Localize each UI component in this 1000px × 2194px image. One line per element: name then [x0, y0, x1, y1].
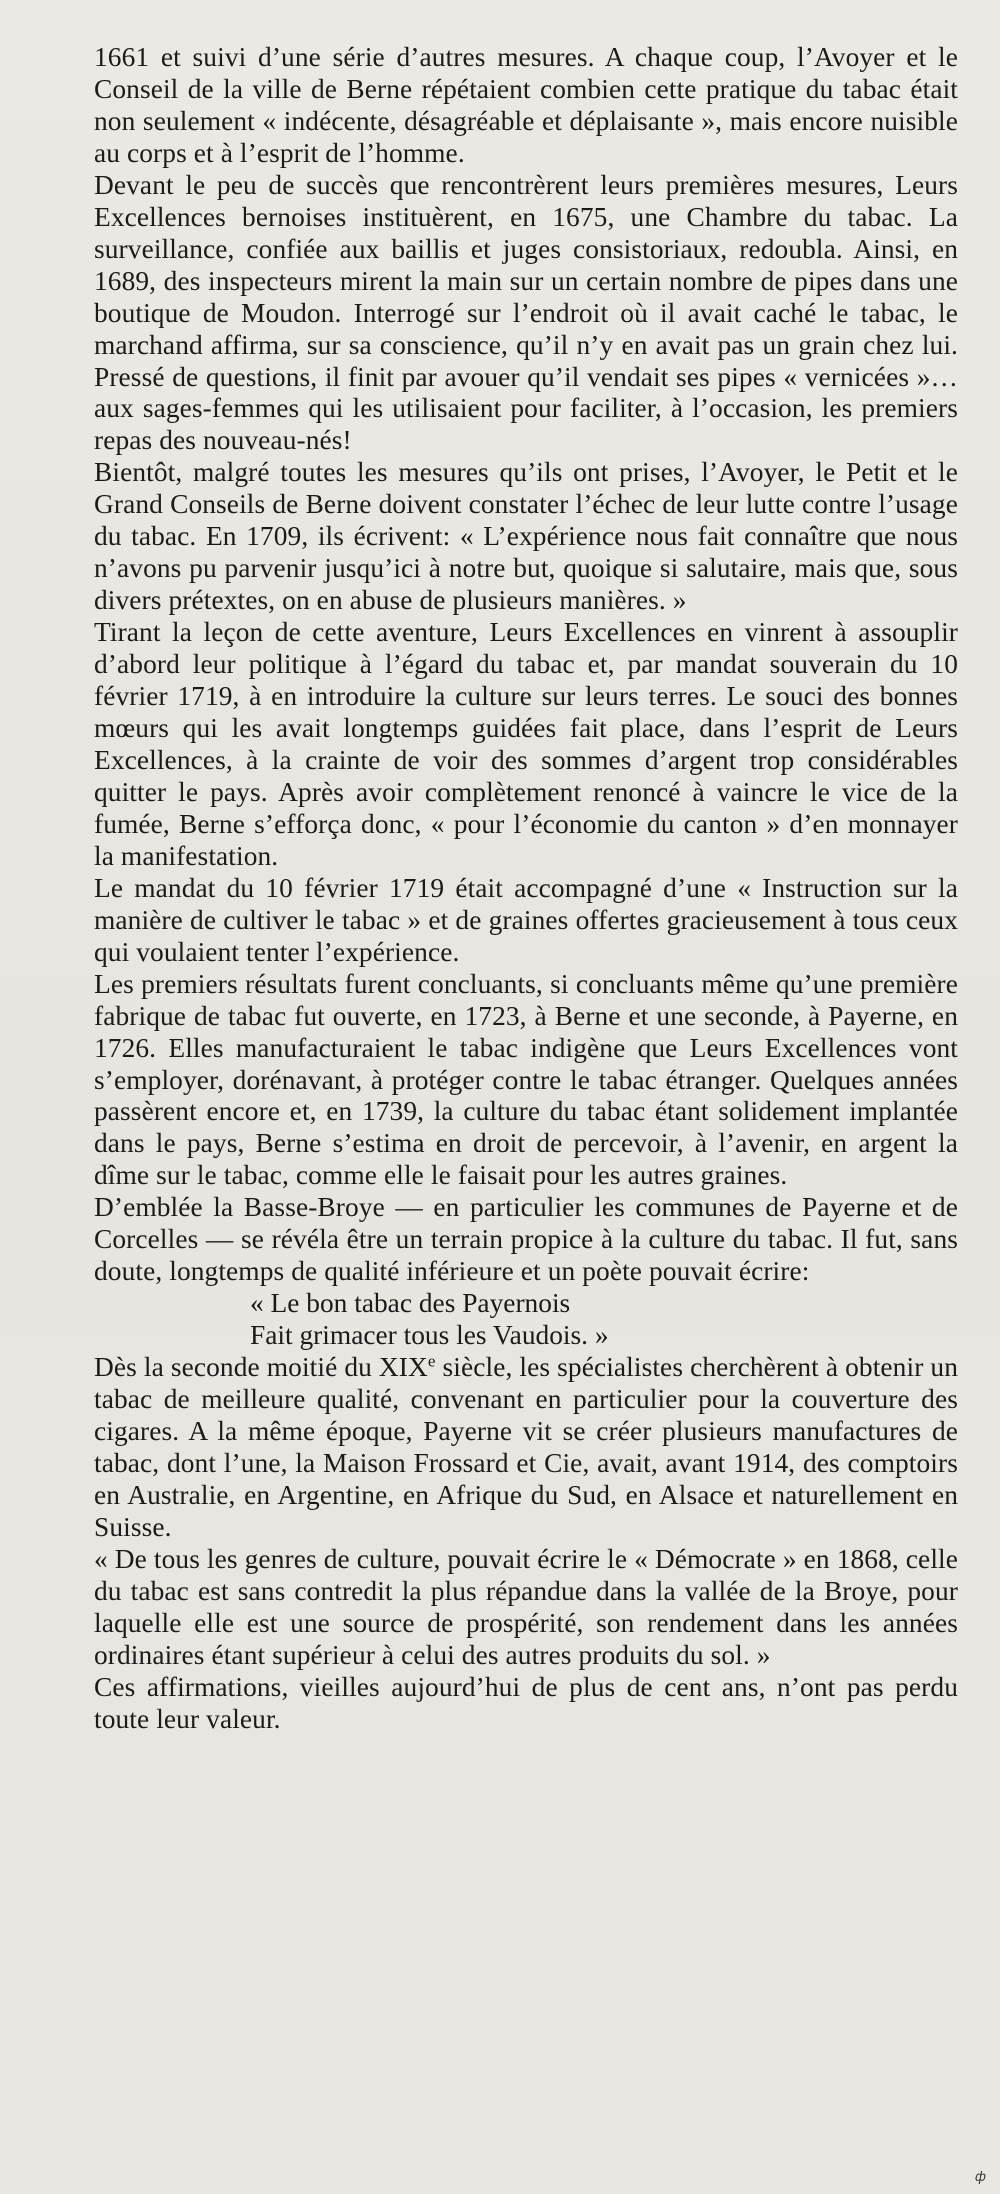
paragraph-instruction: Le mandat du 10 février 1719 était accompagné d’une « Instruction sur la manière de cultiver le tabac » et de graines offertes gracieusement à tous ceux qui voulaient tenter l’expérience. — [94, 872, 958, 967]
paragraph-echec-de-la-lutte: Bientôt, malgré toutes les mesures qu’ils ont prises, l’Avoyer, le Petit et le Grand Conseils de Berne doivent constater l’échec de leur lutte contre l’usage du tabac. En 1709, ils écrivent: « L’expérience nous fait connaître que nous n’avons pu parvenir jusqu’ici à notre but, quoique si salutaire, mais que, sous divers prétextes, on en abuse de plusieurs manières. » — [94, 457, 958, 616]
verse-line-2: Fait grimacer tous les Vaudois. » — [250, 1320, 609, 1351]
verse-quotation — [94, 1288, 958, 1352]
text-column — [94, 42, 958, 1736]
paragraph-democrate-quote: « De tous les genres de culture, pouvait écrire le « Démocrate » en 1868, celle du tabac est sans contredit la plus répandue dans la vallée de la Broye, pour laquelle elle est une source de prospérité, son rendement dans les années ordinaires étant supérieur à celui des autres produits du sol. » — [94, 1543, 958, 1670]
century-text-after: siècle, les spécialistes cherchèrent à obtenir un tabac de meilleure qualité, convenant en particulier pour la couverture des cigares. A la même époque, Payerne vit se créer plusieurs manufactures de tabac, dont l’une, la Maison Frossard et Cie, avait, avant 1914, des comptoirs en Australie, en Argentine, en Afrique du Sud, en Alsace et naturellement en Suisse. — [94, 1352, 958, 1542]
paragraph-mandat-1719: Tirant la leçon de cette aventure, Leurs Excellences en vinrent à assouplir d’abord leur politique à l’égard du tabac et, par mandat souverain du 10 février 1719, à en introduire la culture sur leurs terres. Le souci des bonnes mœurs qui les avait longtemps guidées fait place, dans l’esprit de Leurs Excellences, à la crainte de voir des sommes d’argent trop considérables quitter le pays. Après avoir complètement renoncé à vaincre le vice de la fumée, Berne s’efforça donc, « pour l’économie du canton » d’en monnayer la manifestation. — [94, 617, 958, 871]
paragraph-premiers-resultats: Les premiers résultats furent concluants, si concluants même qu’une première fabrique de tabac fut ouverte, en 1723, à Berne et une seconde, à Payerne, en 1726. Elles manufacturaient le tabac indigène que Leurs Excellences vont s’employer, dorénavant, à protéger contre le tabac étranger. Quelques années passèrent encore et, en 1739, la culture du tabac étant solidement implantée dans le pays, Berne s’estima en droit de percevoir, à l’avenir, en argent la dîme sur le tabac, comme elle le faisait pour les autres graines. — [94, 968, 958, 1191]
century-superscript: e — [427, 1351, 436, 1371]
century-numeral: XIX — [378, 1352, 428, 1383]
corner-mark: ф — [974, 2170, 986, 2185]
verse-line-1: « Le bon tabac des Payernois — [250, 1288, 571, 1319]
century-text-before: Dès la seconde moitié du — [94, 1352, 379, 1383]
paragraph-basse-broye: D’emblée la Basse-Broye — en particulier les communes de Payerne et de Corcelles — se révéla être un terrain propice à la culture du tabac. Il fut, sans doute, longtemps de qualité inférieure et un poète pouvait écrire: — [94, 1192, 958, 1287]
paragraph-berne-mesures: 1661 et suivi d’une série d’autres mesures. A chaque coup, l’Avoyer et le Conseil de la ville de Berne répétaient combien cette pratique du tabac était non seulement « indécente, désagréable et déplaisante », mais encore nuisible au corps et à l’esprit de l’homme. — [94, 42, 958, 168]
paragraph-xixe-siecle — [94, 1352, 958, 1544]
paragraph-chambre-du-tabac: Devant le peu de succès que rencontrèrent leurs premières mesures, Leurs Excellences bernoises instituèrent, en 1675, une Chambre du tabac. La surveillance, confiée aux baillis et juges consistoriaux, redoubla. Ainsi, en 1689, des inspecteurs mirent la main sur un certain nombre de pipes dans une boutique de Moudon. Interrogé sur l’endroit où il avait caché le tabac, le marchand affirma, sur sa conscience, qu’il n’y en avait pas un grain chez lui. Pressé de questions, il finit par avouer qu’il vendait ses pipes « vernicées »… aux sages-femmes qui les utilisaient pour faciliter, à l’occasion, les premiers repas des nouveau-nés! — [94, 169, 958, 456]
paragraph-closing: Ces affirmations, vieilles aujourd’hui de plus de cent ans, n’ont pas perdu toute leur valeur. — [94, 1671, 958, 1734]
